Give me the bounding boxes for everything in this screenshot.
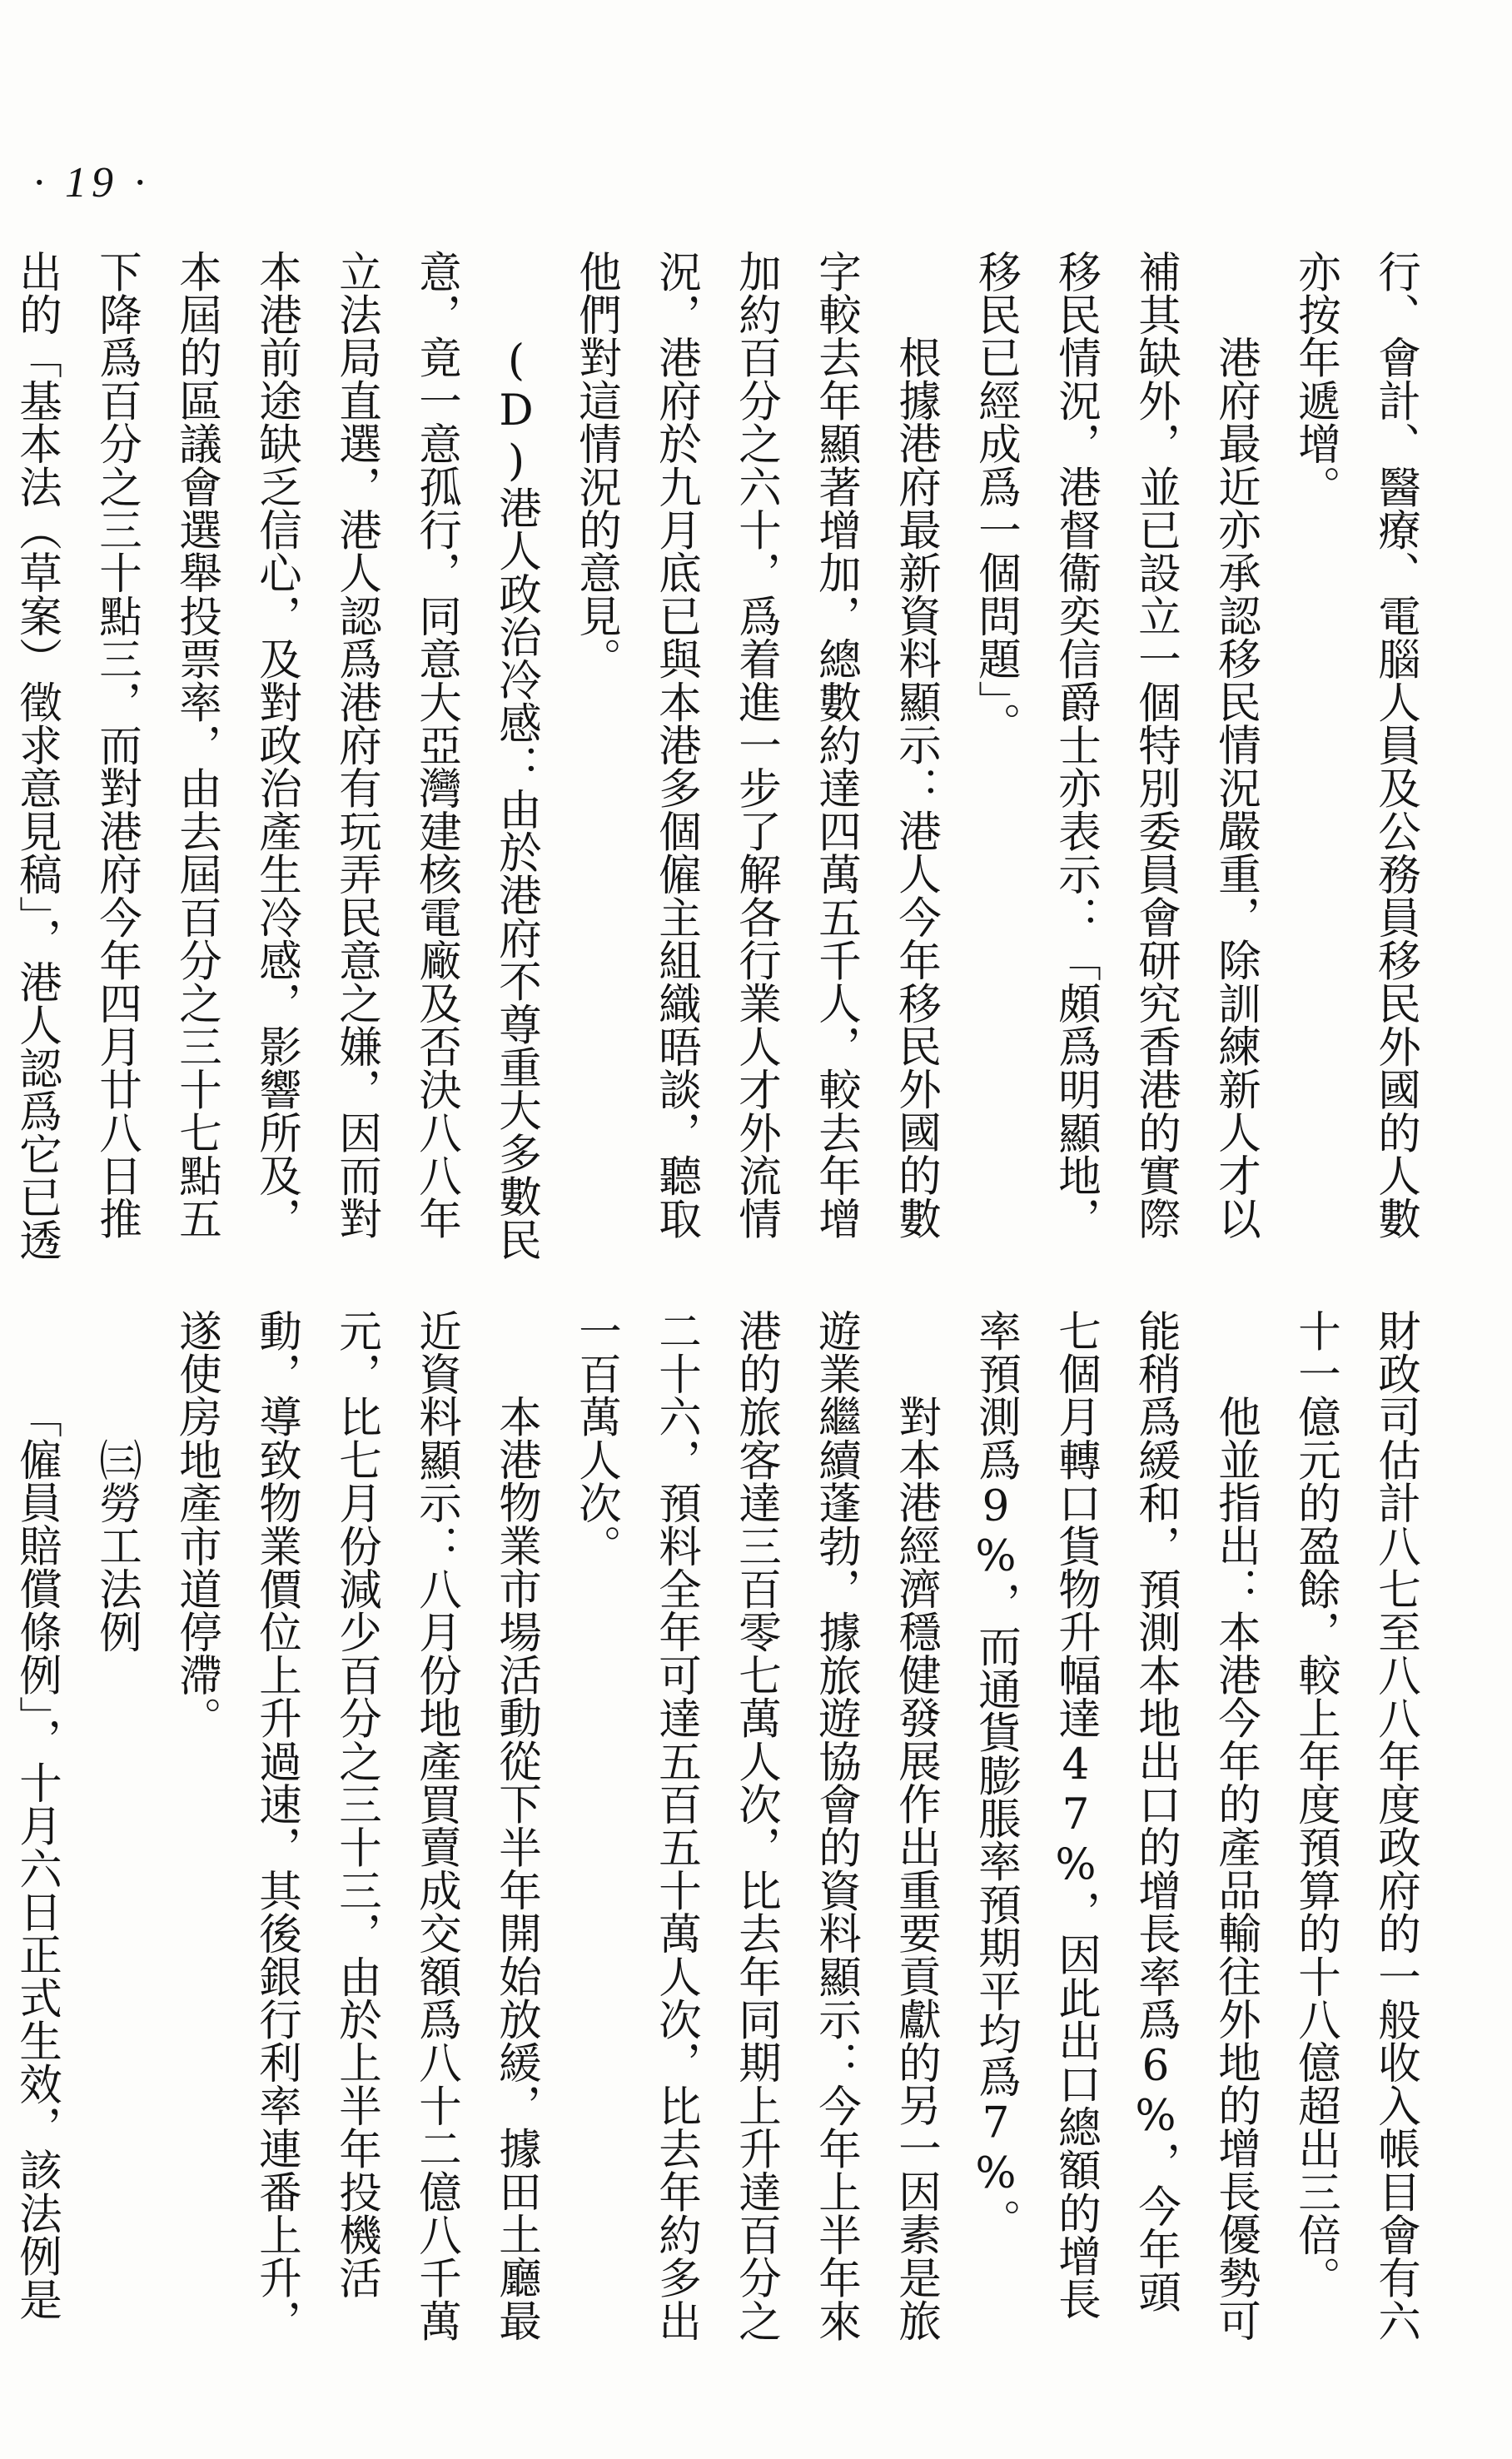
paragraph: 對本港經濟穩健發展作出重要貢獻的另一因素是旅遊業繼續蓬勃，據旅遊協會的資料顯示：今年上半年來港的旅客達三百零七萬人次，比去年同期上升達百分之二十六，預料全年可達五百五十萬人次，比去年約多出一百萬人次。 (571, 1309, 941, 2342)
section-heading: ㈢勞工法例 (92, 1437, 142, 1653)
paragraph: 港府最近亦承認移民情況嚴重，除訓練新人才以補其缺外，並已設立一個特別委員會研究香港的實際移民情況，港督衞奕信爵士亦表示：「頗爲明顯地，移民已經成爲一個問題」。 (971, 250, 1261, 1241)
paragraph: 行、會計、醫療、電腦人員及公務員移民外國的人數亦按年遞增。 (1291, 250, 1420, 1241)
paragraph: 他並指出：本港今年的產品輸往外地的增長優勢可能稍爲緩和，預測本地出口的增長率爲6%，今年頭七個月轉口貨物升幅達47%，因此出口總額的增長率預測爲9%，而通貨膨脹率預期平均爲7%。 (971, 1309, 1261, 2342)
paragraph: 財政司估計八七至八八年度政府的一般收入帳目會有六十一億元的盈餘，較上年度預算的十八億超出三倍。 (1291, 1309, 1420, 2342)
paragraph: 根據港府最新資料顯示：港人今年移民外國的數字較去年顯著增加，總數約達四萬五千人，較去年增加約百分之六十，爲着進一步了解各行業人才外流情況，港府於九月底已與本港多個僱主組織晤談，聽取他們對這情況的意見。 (571, 250, 941, 1241)
paragraph: (D)港人政治冷感：由於港府不尊重大多數民意，竟一意孤行，同意大亞灣建核電廠及否決八八年立法局直選，港人認爲港府有玩弄民意之嫌，因而對本港前途缺乏信心，及對政治產生冷感，影響所及，本屆的區議會選舉投票率，由去屆百分之三十七點五下降爲百分之三十點三，而對港府今年四月廿八日推出的「基本法（草案）徵求意見稿」，港人認爲它已透 (12, 250, 541, 1262)
top-text-block (0, 250, 1435, 1276)
paragraph: 本港物業市場活動從下半年開始放緩，據田土廳最近資料顯示：八月份地產買賣成交額爲八十二億八千萬元，比七月份減少百分之三十三，由於上半年投機活動，導致物業價位上升過速，其後銀行利率連番上升，遂使房地產市道停滯。 (172, 1309, 541, 2342)
bottom-text-block (0, 1309, 1435, 2350)
page-number: · 19 · (33, 159, 150, 207)
paragraph: 「僱員賠償條例」，十月六日正式生效，該法例是 (12, 1395, 62, 2321)
